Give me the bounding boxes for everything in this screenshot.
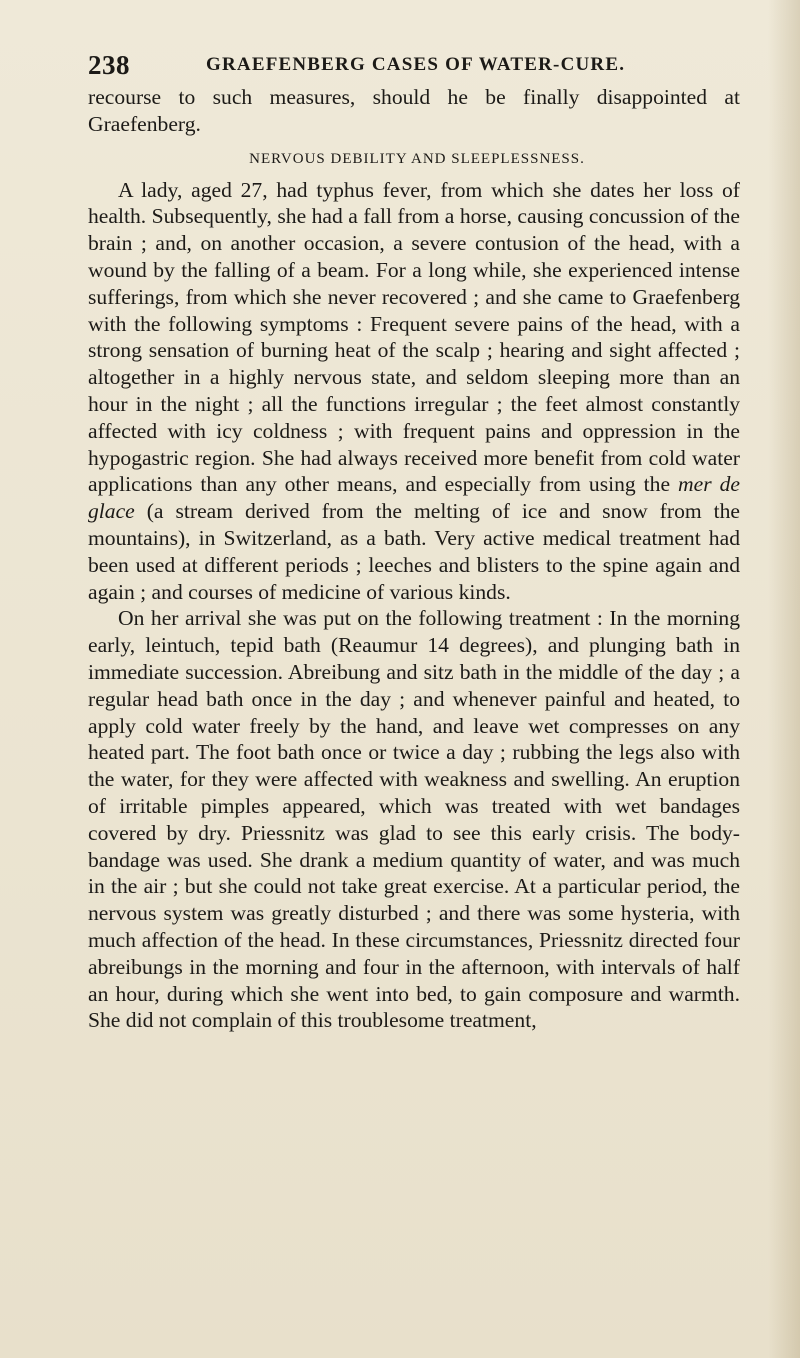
case-paragraph-2: On her arrival she was put on the following treatment : In the morning early, leintuch, tepid bath (Reaumur 14 degrees), and plunging bath in immediate succession. Abreibung and sitz bath in the middle of the day ; a regular head bath once in the day ; and whenever painful and heated, to apply cold water freely by the hand, and leave wet compresses on any heated part. The foot bath once or twice a day ; rubbing the legs also with the water, for they were affected with weakness and swelling. An eruption of irritable pimples appeared, which was treated with wet bandages covered by dry. Priessnitz was glad to see this early crisis. The body-bandage was used. She drank a medium quantity of water, and was much in the air ; but she could not take great exercise. At a particular period, the nervous system was greatly disturbed ; and there was some hysteria, with much affection of the head. In these circumstances, Priessnitz directed four abreibungs in the morning and four in the afternoon, with intervals of half an hour, during which she went into bed, to gain composure and warmth. She did not complain of this troublesome treatment, <box>88 606 740 1033</box>
case-paragraph-1 <box>88 177 740 606</box>
foreign-term: mer de glace <box>88 472 740 524</box>
running-head: GRAEFENBERG CASES OF WATER-CURE. <box>206 54 626 75</box>
page-number: 238 <box>88 50 130 80</box>
case-paragraph-1-part-b: (a stream derived from the melting of ice and snow from the mountains), in Switzerland, as a bath. Very active medical treatment had been used at different periods ; leeches and blisters to the spine again and again ; and courses of medicine of various kinds. <box>88 499 740 604</box>
section-heading: NERVOUS DEBILITY AND SLEEPLESSNESS. <box>249 150 585 167</box>
case-paragraph-1-part-a: A lady, aged 27, had typhus fever, from which she dates her loss of health. Subsequently, she had a fall from a horse, causing concussion of the brain ; and, on another occasion, a severe contusion of the head, with a wound by the falling of a beam. For a long while, she experienced intense sufferings, from which she never recovered ; and she came to Graefenberg with the following symptoms : Frequent severe pains of the head, with a strong sensation of burning heat of the scalp ; hearing and sight affected ; altogether in a highly nervous state, and seldom sleeping more than an hour in the night ; all the functions irregular ; the feet almost constantly affected with icy coldness ; with frequent pains and oppression in the hypogastric region. She had always received more benefit from cold water applications than any other means, and especially from using the <box>88 177 740 497</box>
continuation-paragraph: recourse to such measures, should he be finally disappointed at Graefenberg. <box>88 85 740 136</box>
page-header <box>88 50 738 82</box>
body-text <box>88 84 740 1034</box>
